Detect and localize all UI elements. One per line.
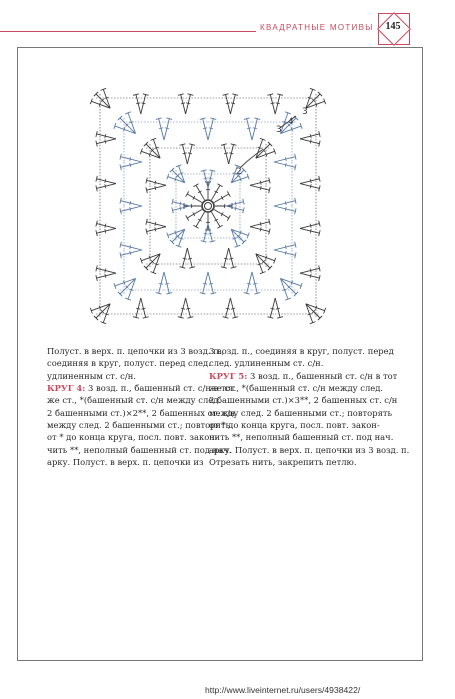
stitch-bar [208, 178, 212, 179]
stitch-bar [204, 233, 208, 234]
stitch-bar [155, 222, 156, 226]
stitch-stem [275, 298, 280, 317]
stitch-stem [280, 278, 288, 299]
stitch-stem [250, 185, 269, 190]
stitch-stem [204, 171, 208, 188]
section-title: КВАДРАТНЫЕ МОТИВЫ [256, 23, 378, 32]
magic-ring-inner [205, 203, 212, 210]
stitch-stem [250, 222, 269, 227]
stitch-stem [226, 95, 231, 114]
stitch-stem [204, 224, 208, 241]
stitch-bar [247, 128, 251, 129]
stitch-bar [165, 283, 169, 284]
stitch-stem [275, 95, 280, 114]
watermark-url: http://www.liveinternet.ru/users/4938422/ [205, 685, 361, 695]
stitch-stem [208, 171, 212, 188]
stitch-bar [285, 251, 286, 255]
text-line: от * до конца круга, посл. повт. закон- [209, 420, 380, 431]
stitch-bar [105, 274, 106, 278]
stitch-stem [229, 248, 234, 267]
stitch-bar [180, 202, 181, 206]
stitch-stem [141, 95, 146, 114]
stitch-bar [130, 157, 131, 161]
stitch-bar [310, 229, 311, 233]
stitch-bar [235, 202, 236, 206]
stitch-stem [97, 228, 116, 233]
stitch-stem [300, 268, 319, 273]
round-label-4: 4 [288, 117, 294, 127]
text-line: Полуст. в верх. п. цепочки из 3 возд. п., [47, 346, 225, 356]
stitch-bar [276, 103, 280, 104]
stitch-stem [300, 134, 319, 139]
stitch-bar [229, 153, 233, 154]
stitch-stem [128, 113, 136, 134]
stitch-bar [186, 308, 190, 309]
stitch-bar [253, 128, 257, 129]
stitch-bar [310, 134, 311, 138]
stitch-stem [186, 95, 191, 114]
stitch-stem [182, 145, 187, 164]
stitch-stem [300, 228, 319, 233]
stitch-bar [231, 308, 235, 309]
stitch-bar [310, 179, 311, 183]
stitch-stem [214, 210, 229, 219]
stitch-stem [97, 134, 116, 139]
text-line: Отрезать нить, закрепить петлю. [209, 457, 357, 468]
stitch-stem [147, 180, 166, 185]
stitch-bar [253, 283, 257, 284]
stitch-bar [203, 128, 207, 129]
round-label-3b: 3 [302, 107, 308, 117]
stitch-bar [155, 181, 156, 185]
stitch-bar [285, 207, 286, 211]
stitch-bar [136, 103, 140, 104]
stitch-cap [227, 191, 230, 196]
stitch-bar [183, 258, 187, 259]
stitch-bar [208, 233, 212, 234]
stitch-bar [310, 224, 311, 228]
start-arrow [240, 150, 262, 168]
stitch-bar [155, 186, 156, 190]
stitch-stem [226, 298, 231, 317]
stitch-stem [250, 227, 269, 232]
text-line: между след. 2 башенными ст.; повторять [47, 420, 231, 431]
stitch-bar [141, 103, 145, 104]
stitch-stem [226, 202, 243, 206]
stitch-bar [181, 103, 185, 104]
stitch-bar [285, 157, 286, 161]
stitch-stem [128, 278, 136, 299]
text-line: арку. Полуст. в верх. п. цепочки из 3 возд. п. [209, 444, 410, 455]
stitch-bar [285, 201, 286, 205]
text-line: 2 башенными ст.)×3**, 2 башенных ст. с/н [209, 395, 398, 406]
stitch-bar [271, 308, 275, 309]
text-line: же ст., *(башенный ст. с/н между след. [209, 383, 384, 394]
stitch-stem [187, 210, 202, 219]
stitch-stem [280, 278, 296, 294]
stitch-bar [159, 283, 163, 284]
text-line: удлиненным ст. с/н. [47, 370, 136, 381]
stitch-stem [229, 145, 234, 164]
stitch-stem [270, 298, 275, 317]
text-line: между след. 2 башенными ст.; повторять [209, 407, 393, 418]
text-line: арку. Полуст. в верх. п. цепочки из [47, 457, 204, 468]
stitch-stem [187, 145, 192, 164]
stitch-bar [260, 186, 261, 190]
stitch-bar [310, 139, 311, 143]
stitch-bar [183, 153, 187, 154]
stitch-bar [285, 245, 286, 249]
stitch-bar [105, 184, 106, 188]
text-line: КРУГ 4: 3 возд. п., башенный ст. с/н в тот [47, 383, 236, 394]
stitch-bar [260, 227, 261, 231]
stitch-bar [247, 283, 251, 284]
stitch-stem [141, 298, 146, 317]
stitch-stem [196, 185, 205, 200]
stitch-cap [193, 184, 198, 187]
text-line: соединяя в круг, полуст. перед след. [47, 358, 211, 369]
instructions-right-column [209, 345, 410, 468]
stitch-stem [280, 126, 301, 134]
stitch-bar [105, 134, 106, 138]
stitch-bar [105, 229, 106, 233]
stitch-bar [226, 103, 230, 104]
stitch-bar [165, 128, 169, 129]
stitch-bar [105, 224, 106, 228]
stitch-stem [187, 194, 202, 203]
stitch-stem [181, 298, 186, 317]
round-label-3a: 3 [276, 125, 282, 135]
stitch-stem [270, 95, 275, 114]
stitch-stem [300, 139, 319, 144]
stitch-stem [226, 206, 243, 210]
stitch-bar [105, 179, 106, 183]
stitch-bar [226, 308, 230, 309]
stitch-bar [310, 274, 311, 278]
stitch-stem [300, 224, 319, 229]
stitch-stem [97, 224, 116, 229]
text-line: чить **, неполный башенный ст. под нач. [209, 432, 394, 443]
stitch-stem [97, 184, 116, 189]
text-line: от * до конца круга, посл. повт. закон- [47, 432, 218, 443]
stitch-bar [130, 207, 131, 211]
stitch-bar [181, 308, 185, 309]
stitch-bar [188, 153, 192, 154]
stitch-stem [115, 278, 136, 286]
stitch-stem [196, 212, 205, 227]
stitch-bar [130, 201, 131, 205]
stitch-stem [300, 179, 319, 184]
round-label-2: 2 [236, 167, 242, 177]
stitch-cap [217, 184, 222, 187]
round-4-label: КРУГ 4: [47, 383, 86, 394]
stitch-stem [250, 180, 269, 185]
stitch-stem [173, 206, 190, 210]
stitch-stem [187, 248, 192, 267]
stitch-stem [212, 212, 221, 227]
stitch-bar [209, 283, 213, 284]
stitch-stem [182, 248, 187, 267]
text-line: 2 башенными ст.)×2**, 2 башенных ст. с/н [47, 407, 236, 418]
stitch-bar [159, 128, 163, 129]
stitch-stem [136, 95, 141, 114]
stitch-bar [260, 181, 261, 185]
stitch-stem [214, 194, 229, 203]
stitch-bar [231, 103, 235, 104]
stitch-bar [180, 206, 181, 210]
page-number: 145 [385, 21, 401, 32]
stitch-stem [224, 145, 229, 164]
stitch-stem [97, 273, 116, 278]
stitch-bar [186, 103, 190, 104]
stitch-stem [97, 179, 116, 184]
text-line: след. удлиненным ст. с/н. [209, 358, 324, 369]
stitch-stem [173, 202, 190, 206]
stitch-stem [224, 248, 229, 267]
stitch-bar [203, 283, 207, 284]
stitch-bar [271, 103, 275, 104]
stitch-stem [280, 278, 301, 286]
stitch-cap [193, 225, 198, 228]
stitch-bar [209, 128, 213, 129]
stitch-stem [208, 224, 212, 241]
stitch-bar [285, 163, 286, 167]
stitch-bar [155, 227, 156, 231]
magic-ring [202, 200, 214, 212]
stitch-stem [97, 139, 116, 144]
stitch-stem [212, 185, 221, 200]
stitch-stem [186, 298, 191, 317]
round-5-label: КРУГ 5: [209, 370, 248, 381]
stitch-bar [224, 153, 228, 154]
stitch-bar [229, 258, 233, 259]
stitch-bar [204, 178, 208, 179]
stitch-stem [115, 126, 136, 134]
stitch-bar [130, 245, 131, 249]
text-line: 3 возд. п., соединяя в круг, полуст. перед [209, 346, 394, 356]
stitch-stem [230, 95, 235, 114]
stitch-bar [105, 269, 106, 273]
stitch-stem [120, 278, 136, 294]
stitch-cap [186, 191, 189, 196]
stitch-cap [186, 215, 189, 220]
stitch-stem [120, 118, 136, 134]
crochet-chart [90, 88, 326, 324]
stitch-bar [130, 163, 131, 167]
stitch-cap [217, 225, 222, 228]
stitch-stem [147, 222, 166, 227]
stitch-bar [260, 222, 261, 226]
stitch-stem [136, 298, 141, 317]
stitch-bar [276, 308, 280, 309]
stitch-cap [227, 215, 230, 220]
stitch-bar [130, 251, 131, 255]
stitch-stem [230, 298, 235, 317]
stitch-bar [310, 269, 311, 273]
stitch-stem [181, 95, 186, 114]
stitch-bar [310, 184, 311, 188]
stitch-bar [141, 308, 145, 309]
stitch-bar [136, 308, 140, 309]
stitch-bar [224, 258, 228, 259]
text-line: чить **, неполный башенный ст. под нач. [47, 444, 232, 455]
stitch-bar [188, 258, 192, 259]
text-line: же ст., *(башенный ст. с/н между след. [47, 395, 222, 406]
stitch-bar [235, 206, 236, 210]
stitch-bar [105, 139, 106, 143]
stitch-stem [147, 227, 166, 232]
stitch-stem [300, 273, 319, 278]
stitch-stem [300, 184, 319, 189]
stitch-stem [97, 268, 116, 273]
stitch-stem [147, 185, 166, 190]
text-line: КРУГ 5: 3 возд. п., башенный ст. с/н в тот [209, 370, 398, 381]
